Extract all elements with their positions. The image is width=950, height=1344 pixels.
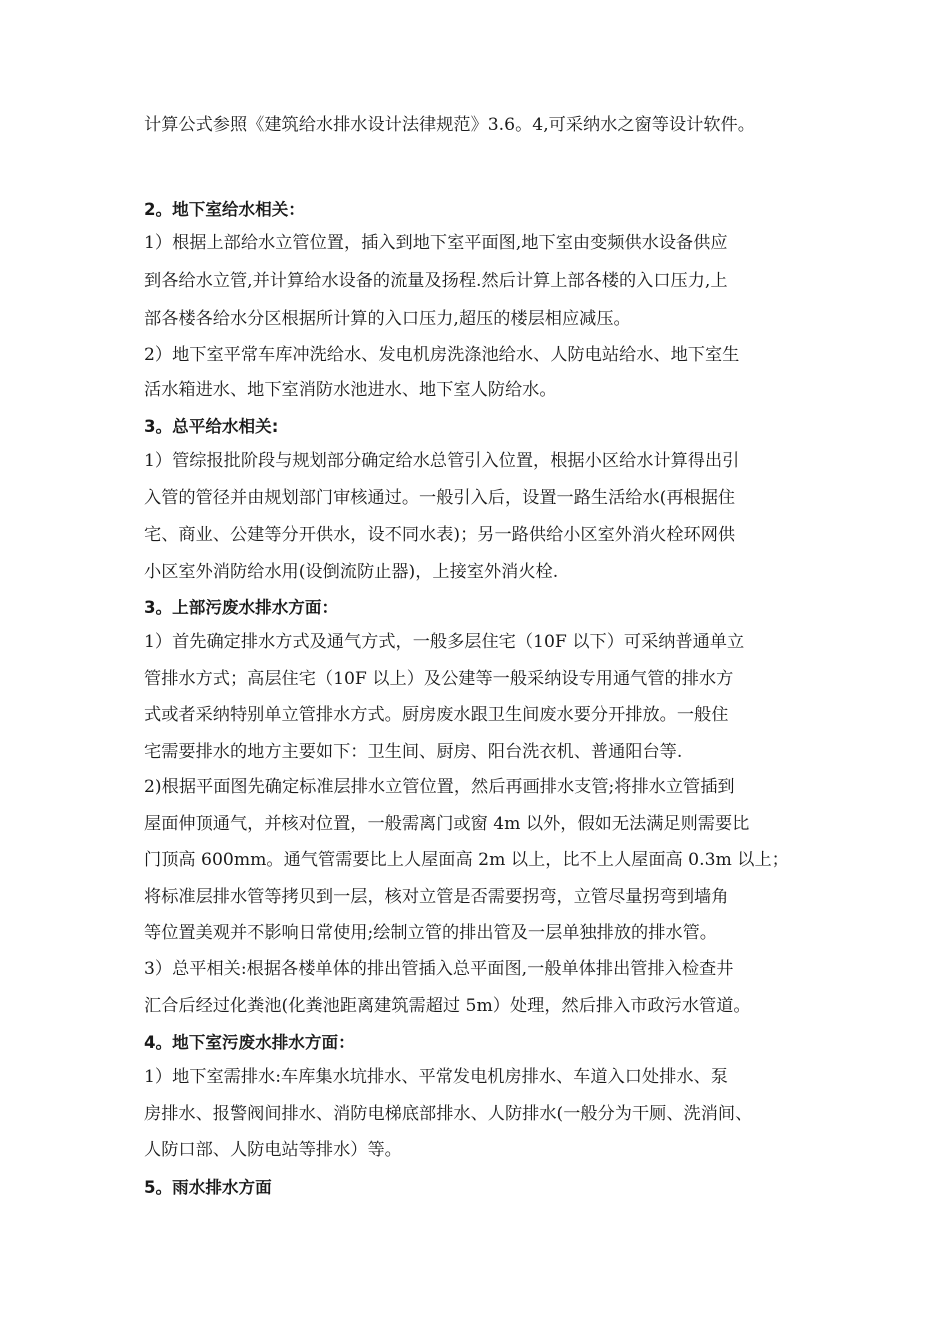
text-line: 将标准层排水管等拷贝到一层，核对立管是否需要拐弯，立管尽量拐弯到墙角 — [144, 887, 729, 907]
section-heading: 5。雨水排水方面 — [144, 1178, 272, 1197]
text-line: 活水箱进水、地下室消防水池进水、地下室人防给水。 — [144, 380, 557, 400]
section-heading: 2。地下室给水相关： — [144, 200, 305, 219]
text-line: 2）地下室平常车库冲洗给水、发电机房洗涤池给水、人防电站给水、地下室生 — [144, 345, 740, 365]
section-heading: 4。地下室污废水排水方面： — [144, 1033, 355, 1052]
text-line: 管排水方式；高层住宅（10F 以上）及公建等一般采纳设专用通气管的排水方 — [144, 669, 734, 689]
text-line: 屋面伸顶通气，并核对位置，一般需离门或窗 4m 以外，假如无法满足则需要比 — [144, 814, 750, 834]
text-line: 汇合后经过化粪池(化粪池距离建筑需超过 5m）处理，然后排入市政污水管道。 — [144, 996, 751, 1016]
text-line: 1）首先确定排水方式及通气方式，一般多层住宅（10F 以下）可采纳普通单立 — [144, 632, 745, 652]
text-line: 房排水、报警阀间排水、消防电梯底部排水、人防排水(一般分为干厕、洗消间、 — [144, 1104, 753, 1124]
section-heading: 3。上部污废水排水方面： — [144, 598, 339, 617]
text-line: 部各楼各给水分区根据所计算的入口压力,超压的楼层相应减压。 — [144, 309, 631, 329]
text-line: 小区室外消防给水用(设倒流防止器)，上接室外消火栓. — [144, 562, 559, 582]
text-line: 1）管综报批阶段与规划部分确定给水总管引入位置，根据小区给水计算得出引 — [144, 451, 740, 471]
text-line: 等位置美观并不影响日常使用;绘制立管的排出管及一层单独排放的排水管。 — [144, 923, 717, 943]
text-line: 到各给水立管,并计算给水设备的流量及扬程.然后计算上部各楼的入口压力,上 — [144, 271, 728, 291]
text-line: 1）根据上部给水立管位置，插入到地下室平面图,地下室由变频供水设备供应 — [144, 233, 728, 253]
text-line: 2)根据平面图先确定标准层排水立管位置，然后再画排水支管;将排水立管插到 — [144, 777, 735, 797]
text-line: 式或者采纳特别单立管排水方式。厨房废水跟卫生间废水要分开排放。一般住 — [144, 705, 729, 725]
section-heading: 3。总平给水相关: — [144, 417, 279, 436]
text-line: 宅、商业、公建等分开供水，设不同水表)；另一路供给小区室外消火栓环网供 — [144, 525, 736, 545]
text-line: 宅需要排水的地方主要如下：卫生间、厨房、阳台洗衣机、普通阳台等. — [144, 742, 683, 762]
text-line: 1）地下室需排水:车库集水坑排水、平常发电机房排水、车道入口处排水、泵 — [144, 1067, 728, 1087]
text-line: 人防口部、人防电站等排水）等。 — [144, 1140, 402, 1160]
text-line: 门顶高 600mm。通气管需要比上人屋面高 2m 以上，比不上人屋面高 0.3m 以上； — [144, 850, 789, 870]
text-line: 计算公式参照《建筑给水排水设计法律规范》3.6。4,可采纳水之窗等设计软件。 — [144, 115, 755, 135]
text-line: 入管的管径并由规划部门审核通过。一般引入后，设置一路生活给水(再根据住 — [144, 488, 736, 508]
text-line: 3）总平相关:根据各楼单体的排出管插入总平面图,一般单体排出管排入检查井 — [144, 959, 734, 979]
